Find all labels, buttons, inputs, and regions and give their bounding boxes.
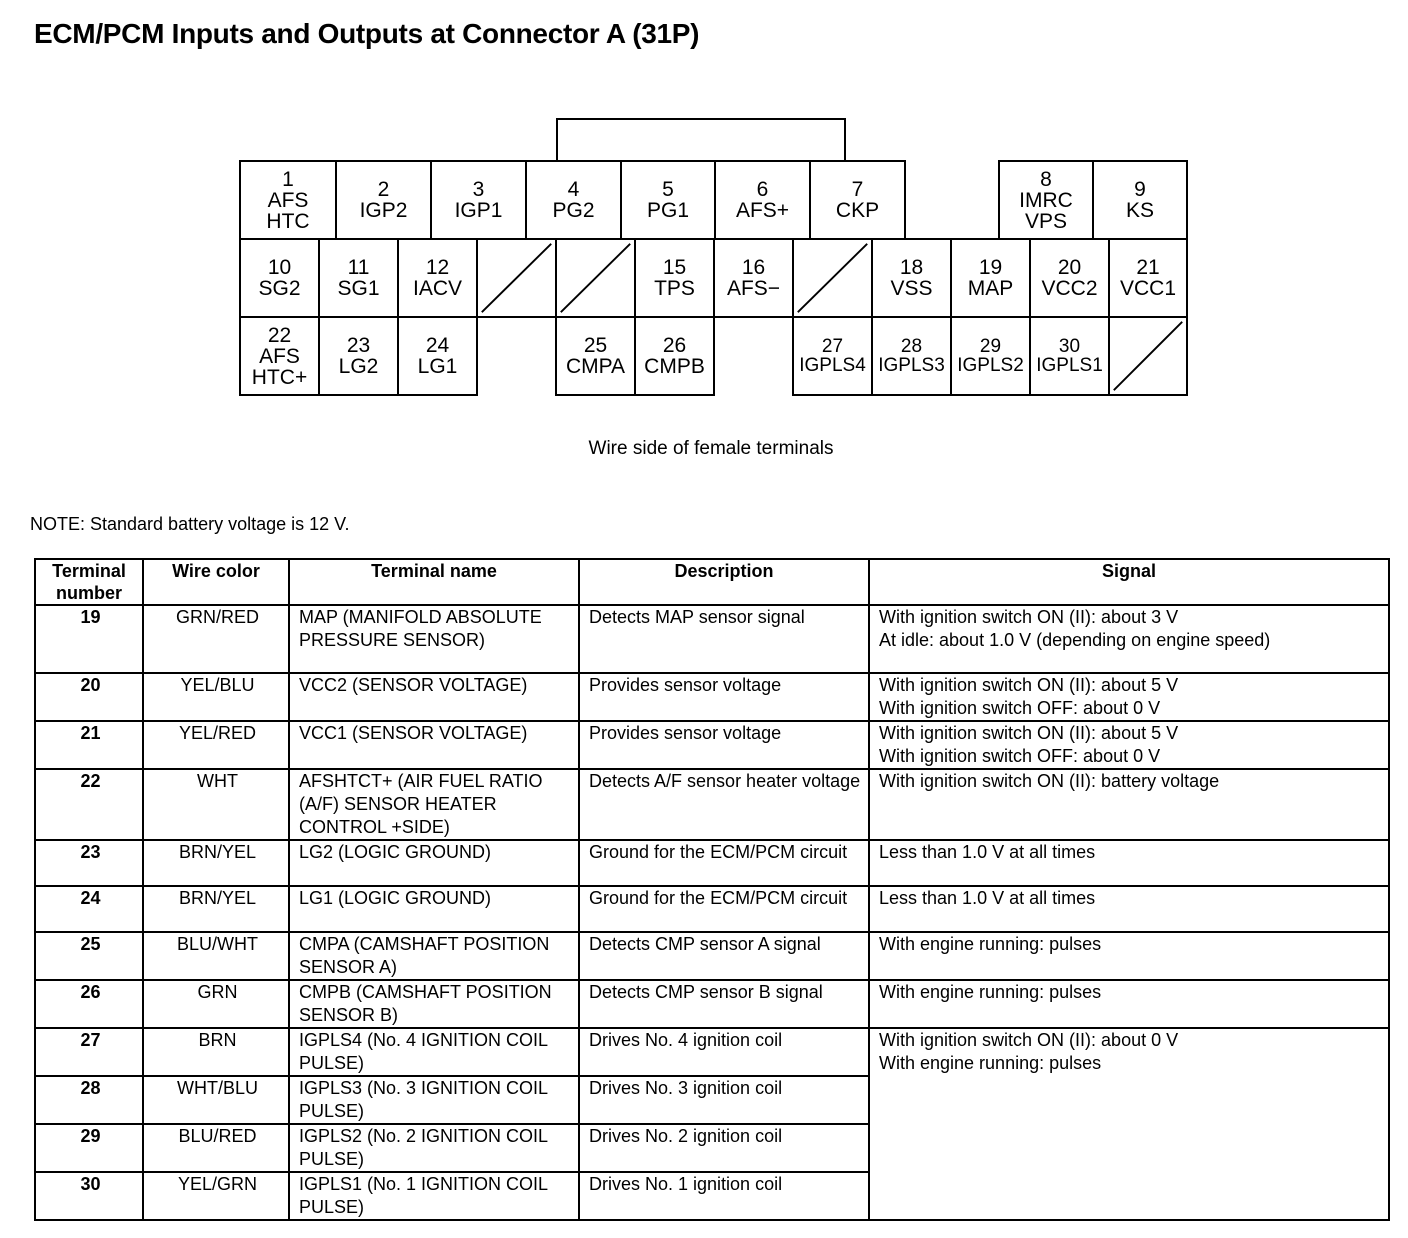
terminal-label: VCC2 [1041,277,1098,300]
cell-description: Detects CMP sensor A signal [579,932,869,980]
blank-slash-icon [794,240,871,316]
cell-description: Detects CMP sensor B signal [579,980,869,1028]
cell-wire-color: BLU/WHT [143,932,289,980]
signal-line: With ignition switch ON (II): about 0 V [879,1030,1179,1050]
cell-wire-color: GRN [143,980,289,1028]
cell-wire-color: BRN/YEL [143,840,289,886]
note-text: NOTE: Standard battery voltage is 12 V. [30,514,350,534]
terminal-label: AFS HTC+ [251,344,308,389]
connector-diagram [0,0,1408,440]
cell-wire-color: WHT [143,769,289,840]
cell-wire-color: GRN/RED [143,605,289,673]
cell-terminal-name: IGPLS4 (No. 4 IGNITION COIL PULSE) [289,1028,579,1076]
terminal-number: 23 [346,334,371,357]
cell-wire-color: YEL/RED [143,721,289,769]
terminal-8 [998,160,1094,240]
cell-description: Detects A/F sensor heater voltage [579,769,869,840]
cell-terminal: 25 [35,932,143,980]
terminal-number: 24 [425,334,450,357]
terminal-21 [1108,238,1188,318]
signal-line: With ignition switch ON (II): about 5 V [879,723,1179,743]
cell-terminal: 21 [35,721,143,769]
terminal-1 [239,160,337,240]
cell-terminal-name: IGPLS3 (No. 3 IGNITION COIL PULSE) [289,1076,579,1124]
cell-signal [869,605,1389,673]
signal-line: With ignition switch OFF: about 0 V [879,698,1161,718]
terminal-number: 28 [900,336,923,357]
terminal-label: AFS HTC [266,188,310,233]
cell-terminal-name: CMPA (CAMSHAFT POSITION SENSOR A) [289,932,579,980]
terminal-label: LG2 [338,355,379,378]
terminal-label: KS [1125,199,1154,222]
cell-terminal-name: MAP (MANIFOLD ABSOLUTE PRESSURE SENSOR) [289,605,579,673]
table-row [35,932,1389,980]
cell-wire-color: BRN/YEL [143,886,289,932]
signal-line: With ignition switch ON (II): about 3 V [879,607,1179,627]
cell-wire-color: BRN [143,1028,289,1076]
terminal-label: IMRC VPS [1019,188,1073,233]
connector-caption: Wire side of female terminals [588,438,834,459]
table-row [35,1028,1389,1076]
cell-signal [869,932,1389,980]
cell-description: Detects MAP sensor signal [579,605,869,673]
cell-wire-color: YEL/GRN [143,1172,289,1220]
header-signal: Signal [869,559,1389,605]
cell-description: Provides sensor voltage [579,673,869,721]
header-wire-color: Wire color [143,559,289,605]
table-row [35,605,1389,673]
table-row [35,980,1389,1028]
terminal-2 [335,160,432,240]
terminal-9 [1092,160,1188,240]
terminal-number: 11 [347,256,370,279]
terminal-number: 19 [978,256,1003,279]
signal-line: Less than 1.0 V at all times [879,842,1096,862]
table-row [35,721,1389,769]
terminal-number: 9 [1134,178,1146,201]
terminal-number: 18 [899,256,924,279]
cell-terminal-name: VCC2 (SENSOR VOLTAGE) [289,673,579,721]
terminal-23 [318,316,399,396]
terminal-27 [792,316,873,396]
terminal-label: IGPLS1 [1036,355,1103,376]
terminal-label: PG2 [552,199,595,222]
cell-description: Drives No. 1 ignition coil [579,1172,869,1220]
terminal-14-blank [555,238,636,318]
terminal-12 [397,238,478,318]
cell-terminal-name: IGPLS1 (No. 1 IGNITION COIL PULSE) [289,1172,579,1220]
terminal-label: LG1 [417,355,458,378]
terminal-11 [318,238,399,318]
terminal-number: 8 [1040,167,1052,191]
page-title: ECM/PCM Inputs and Outputs at Connector A (31P) [34,18,700,49]
terminal-label: IGPLS3 [878,355,945,376]
header-description: Description [579,559,869,605]
cell-terminal: 23 [35,840,143,886]
cell-description: Provides sensor voltage [579,721,869,769]
terminal-17-blank [792,238,873,318]
cell-terminal-name: LG1 (LOGIC GROUND) [289,886,579,932]
blank-slash-icon [478,240,555,316]
cell-signal [869,1028,1389,1220]
terminal-4 [525,160,622,240]
cell-terminal: 22 [35,769,143,840]
cell-terminal: 28 [35,1076,143,1124]
table-row [35,769,1389,840]
table-header-row [35,559,1389,605]
terminal-number: 12 [425,256,450,279]
terminal-15 [634,238,715,318]
terminal-16 [713,238,794,318]
terminal-label: IGPLS2 [957,355,1024,376]
terminal-number: 5 [662,178,674,201]
cell-terminal: 30 [35,1172,143,1220]
terminal-3 [430,160,527,240]
signal-line: With ignition switch OFF: about 0 V [879,746,1161,766]
cell-wire-color: WHT/BLU [143,1076,289,1124]
terminal-22 [239,316,320,396]
signal-line: With engine running: pulses [879,934,1102,954]
blank-slash-icon [557,240,634,316]
terminal-25 [555,316,636,396]
terminal-number: 25 [583,334,608,357]
table-row [35,673,1389,721]
terminal-label: SG2 [258,277,301,300]
terminal-label: CMPB [644,355,705,378]
terminal-label: AFS+ [735,199,790,222]
cell-signal [869,840,1389,886]
terminal-20 [1029,238,1110,318]
terminal-6 [714,160,811,240]
signal-line: At idle: about 1.0 V (depending on engine speed) [879,630,1271,650]
terminal-number: 6 [756,178,769,201]
terminal-number: 16 [741,256,766,279]
cell-terminal: 27 [35,1028,143,1076]
terminal-label: IGP2 [359,199,408,222]
terminal-number: 27 [821,336,844,357]
signal-table [34,558,1390,1221]
terminal-number: 15 [662,256,687,279]
cell-terminal: 20 [35,673,143,721]
terminal-label: CMPA [565,355,626,378]
terminal-number: 21 [1136,256,1160,279]
signal-line: With ignition switch ON (II): battery voltage [879,771,1220,791]
terminal-19 [950,238,1031,318]
terminal-28 [871,316,952,396]
cell-wire-color: BLU/RED [143,1124,289,1172]
cell-description: Drives No. 2 ignition coil [579,1124,869,1172]
terminal-label: MAP [967,277,1014,300]
cell-signal [869,721,1389,769]
terminal-label: PG1 [646,199,690,222]
terminal-label: SG1 [337,277,380,300]
terminal-label: IACV [412,277,462,300]
terminal-number: 20 [1057,256,1082,279]
terminal-number: 3 [472,178,485,201]
cell-signal [869,769,1389,840]
terminal-label: CKP [835,199,880,222]
terminal-18 [871,238,952,318]
cell-terminal: 26 [35,980,143,1028]
table-row [35,840,1389,886]
terminal-24 [397,316,478,396]
table-row [35,886,1389,932]
cell-signal [869,886,1389,932]
terminal-13-blank [476,238,557,318]
terminal-number: 1 [282,167,294,191]
connector-tab-left [556,118,558,162]
cell-terminal: 24 [35,886,143,932]
terminal-number: 30 [1058,336,1081,357]
cell-terminal-name: LG2 (LOGIC GROUND) [289,840,579,886]
terminal-30 [1029,316,1110,396]
terminal-5 [620,160,716,240]
cell-description: Ground for the ECM/PCM circuit [579,886,869,932]
terminal-29 [950,316,1031,396]
terminal-number: 4 [567,178,580,201]
terminal-label: AFS− [726,277,781,300]
terminal-number: 22 [267,323,292,347]
terminal-label: VCC1 [1119,277,1177,300]
cell-description: Ground for the ECM/PCM circuit [579,840,869,886]
signal-line: With ignition switch ON (II): about 5 V [879,675,1179,695]
header-terminal-number: Terminal number [35,559,143,605]
cell-terminal-name: VCC1 (SENSOR VOLTAGE) [289,721,579,769]
signal-line: Less than 1.0 V at all times [879,888,1096,908]
cell-signal [869,980,1389,1028]
terminal-label: TPS [654,277,695,300]
terminal-number: 29 [979,336,1002,357]
cell-terminal-name: AFSHTCT+ (AIR FUEL RATIO (A/F) SENSOR HEATER CONTROL +SIDE) [289,769,579,840]
signal-line: With engine running: pulses [879,1053,1102,1073]
connector-tab-right [844,118,846,162]
cell-terminal-name: IGPLS2 (No. 2 IGNITION COIL PULSE) [289,1124,579,1172]
cell-terminal: 29 [35,1124,143,1172]
terminal-number: 10 [267,256,292,279]
terminal-10 [239,238,320,318]
cell-signal [869,673,1389,721]
connector-tab-top [556,118,846,120]
terminal-label: IGP1 [454,199,503,222]
terminal-7 [809,160,906,240]
header-terminal-name: Terminal name [289,559,579,605]
cell-description: Drives No. 4 ignition coil [579,1028,869,1076]
terminal-number: 7 [851,178,864,201]
cell-wire-color: YEL/BLU [143,673,289,721]
cell-terminal-name: CMPB (CAMSHAFT POSITION SENSOR B) [289,980,579,1028]
terminal-number: 2 [377,178,390,201]
signal-line: With engine running: pulses [879,982,1102,1002]
cell-terminal: 19 [35,605,143,673]
terminal-31-blank [1108,316,1188,396]
blank-slash-icon [1110,318,1186,394]
terminal-label: IGPLS4 [799,355,866,376]
terminal-number: 26 [662,334,687,357]
terminal-label: VSS [890,277,933,300]
cell-description: Drives No. 3 ignition coil [579,1076,869,1124]
terminal-26 [634,316,715,396]
